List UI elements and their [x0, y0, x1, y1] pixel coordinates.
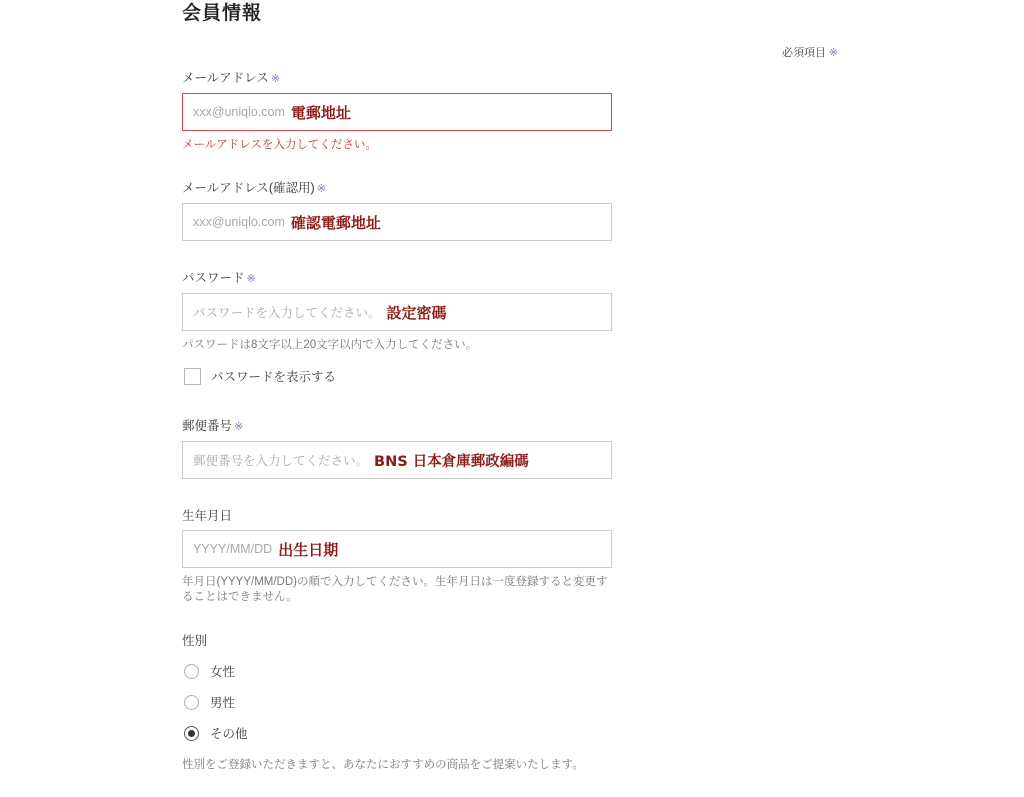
email-required-icon: ※: [270, 73, 281, 85]
password-required-icon: ※: [246, 273, 256, 285]
email-confirm-annotation: 確認電郵地址: [290, 213, 381, 232]
show-password-row[interactable]: [182, 367, 842, 385]
email-input[interactable]: [182, 93, 612, 131]
password-placeholder: パスワードを入力してください。: [193, 306, 381, 320]
password-label: [182, 270, 842, 287]
postal-code-label: [182, 418, 842, 435]
field-email-confirm: [182, 180, 842, 241]
gender-option-other[interactable]: [182, 724, 842, 742]
email-confirm-input[interactable]: [182, 203, 612, 241]
form-content: [182, 0, 842, 771]
birthday-label: [182, 508, 842, 524]
birthday-input[interactable]: [182, 530, 612, 568]
gender-option-male[interactable]: [182, 693, 842, 711]
required-items-note: [782, 44, 838, 60]
postal-code-annotation: BNS 日本倉庫郵政編碼: [374, 453, 529, 470]
gender-label: [182, 633, 842, 649]
field-birthday: [182, 508, 842, 605]
email-error-message: メールアドレスを入力してください。: [182, 139, 377, 151]
password-annotation: 設定密碼: [386, 303, 447, 322]
field-gender: [182, 633, 842, 773]
password-label-text: パスワード: [182, 271, 245, 285]
gender-option-male-label: 男性: [210, 696, 236, 710]
radio-male-icon[interactable]: [184, 695, 199, 710]
email-annotation: 電郵地址: [290, 103, 351, 122]
postal-code-placeholder: 郵便番号を入力してください。: [193, 454, 369, 468]
required-star-icon: ※: [829, 47, 839, 59]
birthday-placeholder: YYYY/MM/DD: [193, 542, 273, 556]
password-input[interactable]: [182, 293, 612, 331]
field-password: [182, 270, 842, 385]
gender-label-text: 性別: [182, 634, 208, 648]
gender-option-other-label: その他: [210, 727, 248, 741]
postal-code-label-text: 郵便番号: [182, 419, 233, 433]
email-confirm-placeholder: xxx@uniqlo.com: [193, 215, 285, 229]
email-placeholder: xxx@uniqlo.com: [193, 105, 285, 119]
email-confirm-label-text: メールアドレス(確認用): [182, 181, 315, 195]
field-postal-code: [182, 418, 842, 479]
birthday-hint: 年月日(YYYY/MM/DD)の順で入力してください。生年月日は一度登録すると変更することはできません。: [182, 576, 608, 603]
gender-option-female[interactable]: [182, 662, 842, 680]
gender-option-female-label: 女性: [210, 665, 236, 679]
page-title: 会員情報: [182, 3, 263, 24]
password-hint: パスワードは8文字以上20文字以内で入力してください。: [182, 339, 478, 351]
radio-female-icon[interactable]: [184, 664, 199, 679]
email-label-text: メールアドレス: [182, 71, 269, 85]
show-password-label: パスワードを表示する: [211, 370, 337, 384]
birthday-annotation: 出生日期: [278, 540, 339, 559]
field-email: [182, 70, 842, 152]
birthday-label-text: 生年月日: [182, 509, 233, 523]
gender-note: 性別をご登録いただきますと、あなたにおすすめの商品をご提案いたします。: [182, 759, 584, 771]
postal-code-input[interactable]: [182, 441, 612, 479]
required-items-label: 必須項目: [782, 47, 826, 59]
email-confirm-label: [182, 180, 842, 197]
radio-other-icon[interactable]: [184, 726, 199, 741]
show-password-checkbox[interactable]: [184, 368, 201, 385]
email-label: [182, 70, 842, 87]
postal-code-required-icon: ※: [234, 421, 244, 433]
email-confirm-required-icon: ※: [316, 183, 326, 195]
